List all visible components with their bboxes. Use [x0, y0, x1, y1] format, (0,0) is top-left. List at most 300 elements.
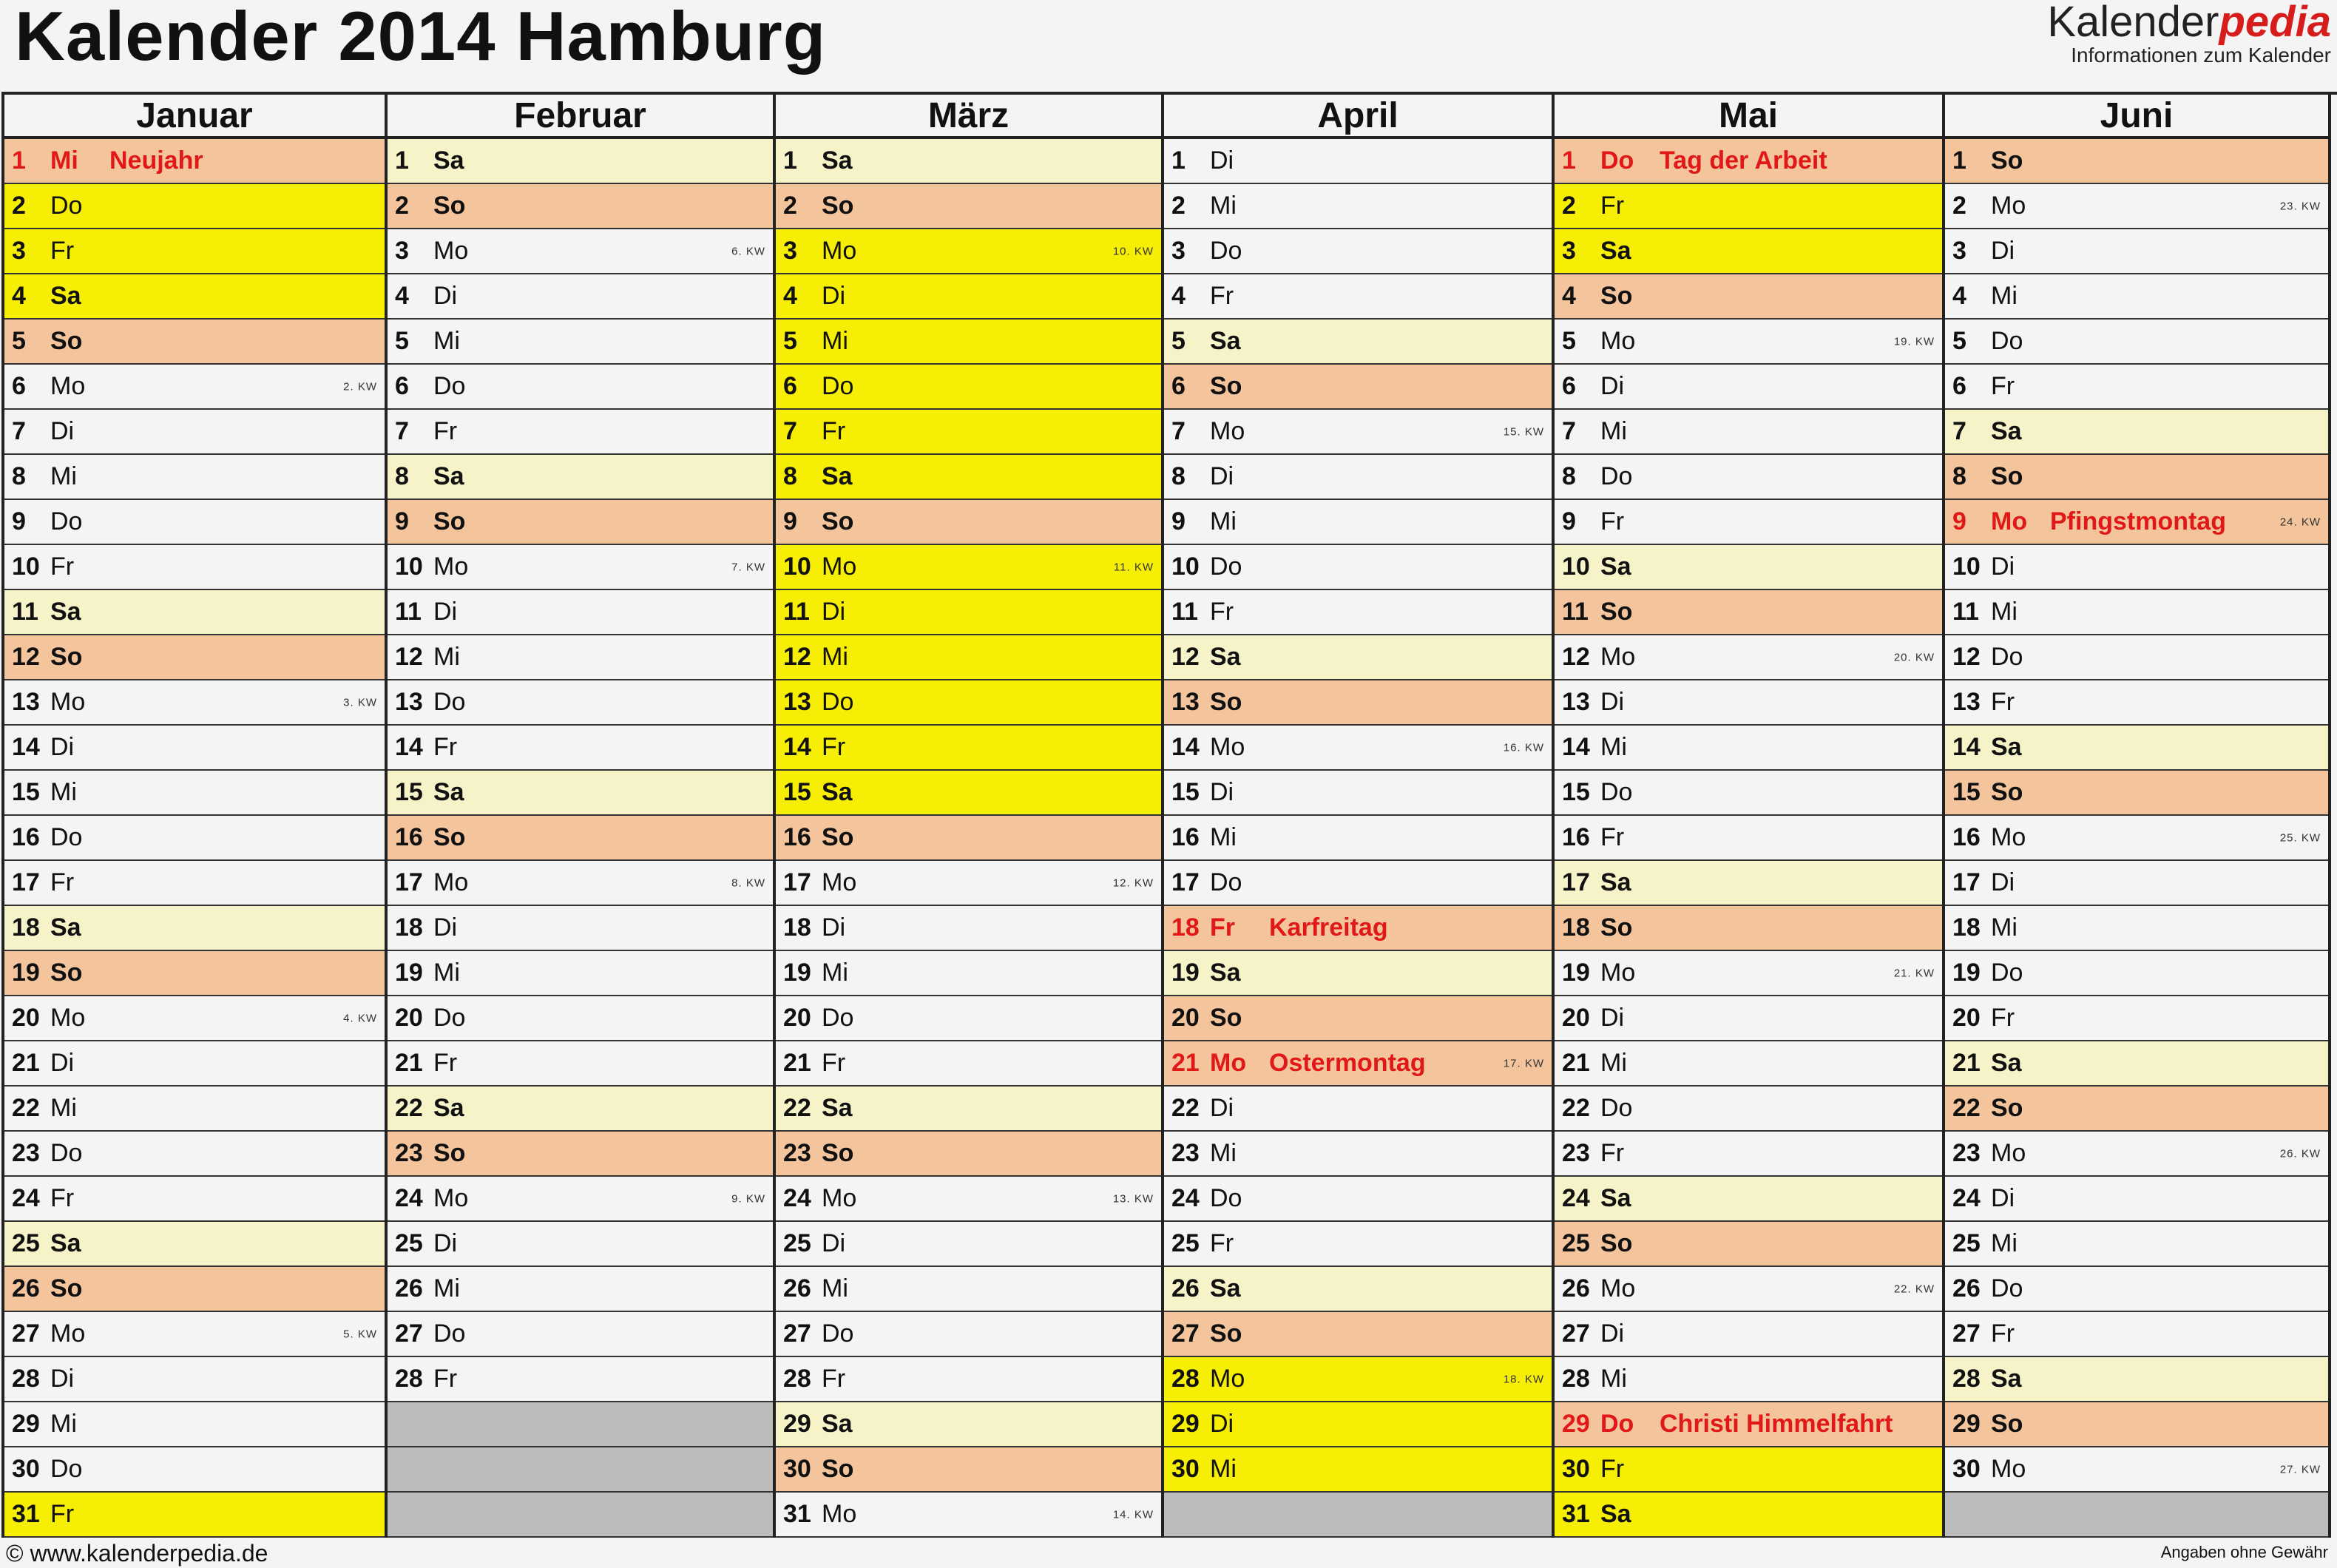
day-number: 27 [1562, 1319, 1590, 1348]
weekday-label: Mo [1210, 733, 1245, 761]
day-number: 24 [395, 1184, 423, 1212]
day-number: 26 [783, 1274, 811, 1302]
weekday-label: Di [1991, 237, 2015, 265]
day-number: 12 [1952, 643, 1981, 671]
day-row [1945, 726, 2328, 771]
day-row [388, 545, 773, 590]
day-row [776, 500, 1161, 545]
day-number: 9 [12, 507, 26, 535]
weekday-label: Do [1600, 1094, 1633, 1122]
week-number: 7. KW [731, 561, 765, 573]
empty-day-cell [388, 1402, 773, 1447]
day-row [4, 726, 385, 771]
day-number: 4 [783, 282, 797, 310]
weekday-label: Mi [433, 327, 460, 355]
day-row [1164, 1041, 1552, 1087]
day-number: 21 [1952, 1049, 1981, 1077]
day-row [1164, 635, 1552, 680]
day-number: 25 [1171, 1229, 1200, 1257]
day-row [1945, 545, 2328, 590]
day-number: 13 [12, 688, 40, 716]
day-row [1555, 139, 1942, 184]
weekday-label: So [1991, 1094, 2023, 1122]
weekday-label: Mo [822, 1500, 857, 1528]
week-number: 11. KW [1113, 561, 1154, 573]
day-row [4, 1402, 385, 1447]
weekday-label: So [822, 507, 854, 535]
week-number: 22. KW [1893, 1283, 1935, 1295]
day-row [388, 1041, 773, 1087]
month-header: März [776, 95, 1161, 139]
day-number: 27 [12, 1319, 40, 1348]
week-number: 8. KW [731, 876, 765, 889]
day-number: 9 [1171, 507, 1186, 535]
day-row [776, 996, 1161, 1041]
day-row [1945, 996, 2328, 1041]
weekday-label: Sa [822, 462, 853, 490]
day-number: 27 [783, 1319, 811, 1348]
day-row [1555, 274, 1942, 320]
weekday-label: Sa [50, 282, 81, 310]
day-number: 15 [1562, 778, 1590, 806]
day-number: 8 [1171, 462, 1186, 490]
empty-day-cell [388, 1493, 773, 1538]
day-number: 22 [395, 1094, 423, 1122]
weekday-label: Di [433, 913, 458, 942]
weekday-label: Mo [1600, 327, 1636, 355]
day-row [1164, 139, 1552, 184]
day-row [4, 1493, 385, 1538]
day-row [388, 1357, 773, 1402]
day-row [1945, 500, 2328, 545]
day-number: 25 [783, 1229, 811, 1257]
weekday-label: Sa [1210, 327, 1241, 355]
day-row [776, 1267, 1161, 1312]
weekday-label: Fr [1600, 192, 1625, 220]
day-number: 17 [1171, 868, 1200, 896]
day-number: 12 [1171, 643, 1200, 671]
weekday-label: Mi [822, 959, 848, 987]
day-row [776, 184, 1161, 229]
weekday-label: Di [433, 282, 458, 310]
page-title: Kalender 2014 Hamburg [15, 0, 827, 75]
day-number: 24 [1952, 1184, 1981, 1212]
weekday-label: So [1210, 1004, 1242, 1032]
weekday-label: Di [1600, 1004, 1625, 1032]
day-row [1945, 139, 2328, 184]
weekday-label: Fr [1210, 913, 1235, 942]
day-number: 2 [1952, 192, 1966, 220]
day-row [1945, 1267, 2328, 1312]
day-row [1164, 410, 1552, 455]
month-header: Januar [4, 95, 385, 139]
day-number: 12 [1562, 643, 1590, 671]
day-row [1555, 680, 1942, 726]
day-row [1555, 771, 1942, 816]
weekday-label: Do [822, 1319, 854, 1348]
day-row [1945, 906, 2328, 951]
day-row [1164, 1357, 1552, 1402]
day-number: 14 [1952, 733, 1981, 761]
weekday-label: Fr [822, 417, 846, 445]
day-row [1945, 455, 2328, 500]
day-row [1945, 1402, 2328, 1447]
weekday-label: Sa [1600, 1184, 1631, 1212]
day-row [776, 139, 1161, 184]
day-number: 16 [1952, 823, 1981, 851]
weekday-label: Sa [1991, 1049, 2022, 1077]
day-row [776, 635, 1161, 680]
day-number: 2 [1562, 192, 1576, 220]
day-number: 21 [1171, 1049, 1200, 1077]
weekday-label: So [50, 959, 83, 987]
weekday-label: So [822, 823, 854, 851]
weekday-label: So [822, 192, 854, 220]
day-row [1945, 1087, 2328, 1132]
day-number: 16 [395, 823, 423, 851]
day-row [776, 680, 1161, 726]
day-number: 22 [12, 1094, 40, 1122]
day-row [1555, 184, 1942, 229]
weekday-label: Do [822, 688, 854, 716]
day-row [4, 635, 385, 680]
day-number: 28 [1171, 1365, 1200, 1393]
day-number: 3 [12, 237, 26, 265]
weekday-label: Fr [433, 1365, 458, 1393]
day-number: 17 [395, 868, 423, 896]
weekday-label: Sa [822, 1094, 853, 1122]
day-number: 22 [1952, 1094, 1981, 1122]
day-row [1164, 1402, 1552, 1447]
day-row [4, 1222, 385, 1267]
holiday-name: Pfingstmontag [2050, 507, 2226, 535]
day-row [776, 320, 1161, 365]
weekday-label: Fr [1600, 1455, 1625, 1483]
day-number: 21 [1562, 1049, 1590, 1077]
day-row [1164, 996, 1552, 1041]
day-row [776, 1402, 1161, 1447]
day-number: 20 [395, 1004, 423, 1032]
weekday-label: So [822, 1455, 854, 1483]
day-row [4, 274, 385, 320]
day-number: 18 [1171, 913, 1200, 942]
day-row [776, 274, 1161, 320]
day-number: 10 [1952, 552, 1981, 581]
day-row [388, 229, 773, 274]
day-number: 23 [783, 1139, 811, 1167]
day-row [4, 320, 385, 365]
day-number: 10 [1562, 552, 1590, 581]
week-number: 24. KW [2279, 516, 2321, 528]
week-number: 6. KW [731, 245, 765, 257]
brand-name-plain: Kalender [2047, 0, 2219, 46]
day-number: 20 [1171, 1004, 1200, 1032]
day-number: 23 [12, 1139, 40, 1167]
weekday-label: Do [1600, 146, 1634, 175]
day-number: 26 [1562, 1274, 1590, 1302]
day-number: 23 [395, 1139, 423, 1167]
week-number: 3. KW [343, 696, 377, 709]
month-column [4, 95, 388, 1538]
weekday-label: Mi [50, 1410, 77, 1438]
week-number: 20. KW [1893, 651, 1935, 663]
weekday-label: Do [1991, 643, 2023, 671]
day-row [776, 1447, 1161, 1493]
weekday-label: Mi [822, 643, 848, 671]
brand-name-accent: pedia [2219, 0, 2331, 46]
weekday-label: So [1600, 1229, 1633, 1257]
day-row [1164, 951, 1552, 996]
weekday-label: Mo [822, 1184, 857, 1212]
weekday-label: Mi [1991, 913, 2018, 942]
weekday-label: Mi [1991, 1229, 2018, 1257]
month-header: Mai [1555, 95, 1942, 139]
day-row [1555, 1493, 1942, 1538]
day-number: 13 [1171, 688, 1200, 716]
day-row [1945, 590, 2328, 635]
weekday-label: Mo [433, 1184, 469, 1212]
day-row [1164, 771, 1552, 816]
weekday-label: Mo [822, 237, 857, 265]
weekday-label: Sa [1210, 1274, 1241, 1302]
day-number: 23 [1952, 1139, 1981, 1167]
weekday-label: Sa [433, 778, 464, 806]
day-row [388, 996, 773, 1041]
day-row [776, 229, 1161, 274]
day-row [1945, 1222, 2328, 1267]
weekday-label: Mi [822, 1274, 848, 1302]
weekday-label: Mo [1991, 1455, 2026, 1483]
day-number: 29 [1952, 1410, 1981, 1438]
day-row [1555, 455, 1942, 500]
month-column [1555, 95, 1945, 1538]
day-row [4, 1357, 385, 1402]
day-number: 6 [783, 372, 797, 400]
weekday-label: So [1600, 913, 1633, 942]
day-row [1164, 229, 1552, 274]
day-number: 10 [12, 552, 40, 581]
day-number: 3 [1171, 237, 1186, 265]
month-header: Februar [388, 95, 773, 139]
weekday-label: Mi [1600, 1365, 1627, 1393]
day-row [1555, 1087, 1942, 1132]
day-row [1555, 726, 1942, 771]
day-row [1164, 680, 1552, 726]
day-row [776, 455, 1161, 500]
day-row [1555, 1177, 1942, 1222]
month-column [1945, 95, 2331, 1538]
weekday-label: Fr [50, 552, 75, 581]
day-number: 24 [1171, 1184, 1200, 1212]
day-row [1555, 545, 1942, 590]
day-number: 15 [395, 778, 423, 806]
day-number: 6 [12, 372, 26, 400]
day-number: 20 [783, 1004, 811, 1032]
week-number: 4. KW [343, 1012, 377, 1024]
day-number: 18 [783, 913, 811, 942]
day-number: 28 [1562, 1365, 1590, 1393]
day-row [1555, 320, 1942, 365]
day-number: 4 [12, 282, 26, 310]
day-row [1945, 184, 2328, 229]
day-row [4, 365, 385, 410]
day-number: 11 [1952, 598, 1979, 626]
weekday-label: Di [822, 913, 846, 942]
day-number: 10 [1171, 552, 1200, 581]
day-row [388, 635, 773, 680]
weekday-label: Fr [1991, 372, 2015, 400]
weekday-label: Fr [50, 1500, 75, 1528]
day-number: 7 [783, 417, 797, 445]
weekday-label: So [433, 507, 466, 535]
day-row [4, 1087, 385, 1132]
day-row [4, 139, 385, 184]
footer-website-link[interactable]: © www.kalenderpedia.de [6, 1540, 268, 1567]
weekday-label: Di [50, 733, 75, 761]
day-number: 11 [1562, 598, 1589, 626]
weekday-label: So [433, 823, 466, 851]
weekday-label: Do [50, 507, 83, 535]
day-number: 2 [395, 192, 409, 220]
day-row [1555, 229, 1942, 274]
week-number: 23. KW [2279, 200, 2321, 212]
weekday-label: Mi [1210, 823, 1237, 851]
weekday-label: Sa [1600, 868, 1631, 896]
day-row [1945, 365, 2328, 410]
day-row [1555, 500, 1942, 545]
weekday-label: Sa [822, 146, 853, 175]
day-row [4, 1177, 385, 1222]
week-number: 21. KW [1893, 967, 1935, 979]
weekday-label: Fr [822, 1365, 846, 1393]
weekday-label: Do [50, 823, 83, 851]
weekday-label: Fr [1210, 1229, 1234, 1257]
weekday-label: Do [50, 1455, 83, 1483]
day-number: 31 [783, 1500, 811, 1528]
day-row [4, 906, 385, 951]
weekday-label: So [1991, 462, 2023, 490]
weekday-label: So [50, 643, 83, 671]
day-number: 28 [395, 1365, 423, 1393]
day-row [1555, 1447, 1942, 1493]
weekday-label: Mi [1210, 192, 1237, 220]
day-number: 11 [1171, 598, 1198, 626]
weekday-label: Di [1210, 146, 1234, 175]
day-number: 18 [1952, 913, 1981, 942]
weekday-label: So [1991, 778, 2023, 806]
weekday-label: So [1210, 688, 1242, 716]
week-number: 13. KW [1112, 1192, 1154, 1205]
day-row [776, 410, 1161, 455]
weekday-label: Do [1600, 778, 1633, 806]
day-row [1555, 1267, 1942, 1312]
weekday-label: Fr [1991, 688, 2015, 716]
weekday-label: Mo [1600, 1274, 1636, 1302]
day-number: 30 [1952, 1455, 1981, 1483]
weekday-label: Do [1210, 868, 1242, 896]
day-number: 9 [395, 507, 409, 535]
day-number: 21 [783, 1049, 811, 1077]
week-number: 15. KW [1503, 425, 1544, 438]
empty-day-cell [388, 1447, 773, 1493]
weekday-label: Fr [1991, 1004, 2015, 1032]
day-row [1945, 680, 2328, 726]
day-number: 26 [12, 1274, 40, 1302]
day-number: 26 [1171, 1274, 1200, 1302]
weekday-label: So [822, 1139, 854, 1167]
day-row [1555, 365, 1942, 410]
day-number: 15 [783, 778, 811, 806]
day-number: 29 [1562, 1410, 1590, 1438]
weekday-label: Sa [822, 778, 853, 806]
week-number: 10. KW [1112, 245, 1154, 257]
weekday-label: Mi [1210, 1455, 1237, 1483]
day-number: 7 [12, 417, 26, 445]
weekday-label: Fr [1600, 1139, 1625, 1167]
weekday-label: Mo [50, 372, 86, 400]
day-number: 26 [395, 1274, 423, 1302]
day-row [1555, 635, 1942, 680]
weekday-label: Fr [1210, 282, 1234, 310]
day-number: 25 [12, 1229, 40, 1257]
weekday-label: Fr [433, 733, 458, 761]
day-number: 7 [1562, 417, 1576, 445]
day-number: 8 [12, 462, 26, 490]
day-row [388, 1267, 773, 1312]
weekday-label: Di [50, 417, 75, 445]
day-row [4, 500, 385, 545]
weekday-label: Mi [1991, 282, 2018, 310]
day-number: 16 [12, 823, 40, 851]
brand-logo[interactable] [2047, 0, 2331, 67]
day-row [4, 771, 385, 816]
weekday-label: Mi [433, 643, 460, 671]
day-number: 28 [12, 1365, 40, 1393]
month-header: Juni [1945, 95, 2328, 139]
weekday-label: Mo [1600, 643, 1636, 671]
weekday-label: Di [1210, 778, 1234, 806]
day-row [388, 455, 773, 500]
day-number: 15 [12, 778, 40, 806]
day-row [1164, 861, 1552, 906]
day-number: 3 [783, 237, 797, 265]
day-row [1945, 229, 2328, 274]
weekday-label: So [1600, 598, 1633, 626]
day-row [776, 951, 1161, 996]
weekday-label: Fr [822, 1049, 846, 1077]
weekday-label: Fr [50, 1184, 75, 1212]
day-row [1164, 1177, 1552, 1222]
day-row [1945, 635, 2328, 680]
day-number: 17 [783, 868, 811, 896]
day-row [776, 1087, 1161, 1132]
weekday-label: Fr [1600, 823, 1625, 851]
month-column [1164, 95, 1555, 1538]
week-number: 17. KW [1503, 1057, 1544, 1069]
day-row [1164, 816, 1552, 861]
day-row [388, 906, 773, 951]
weekday-label: Mo [1991, 1139, 2026, 1167]
day-number: 4 [395, 282, 409, 310]
weekday-label: Sa [50, 913, 81, 942]
week-number: 26. KW [2279, 1147, 2321, 1160]
weekday-label: Do [1991, 327, 2023, 355]
week-number: 9. KW [731, 1192, 765, 1205]
weekday-label: Sa [1991, 733, 2022, 761]
day-row [1945, 771, 2328, 816]
footer-disclaimer: Angaben ohne Gewähr [2160, 1543, 2328, 1561]
day-number: 20 [12, 1004, 40, 1032]
